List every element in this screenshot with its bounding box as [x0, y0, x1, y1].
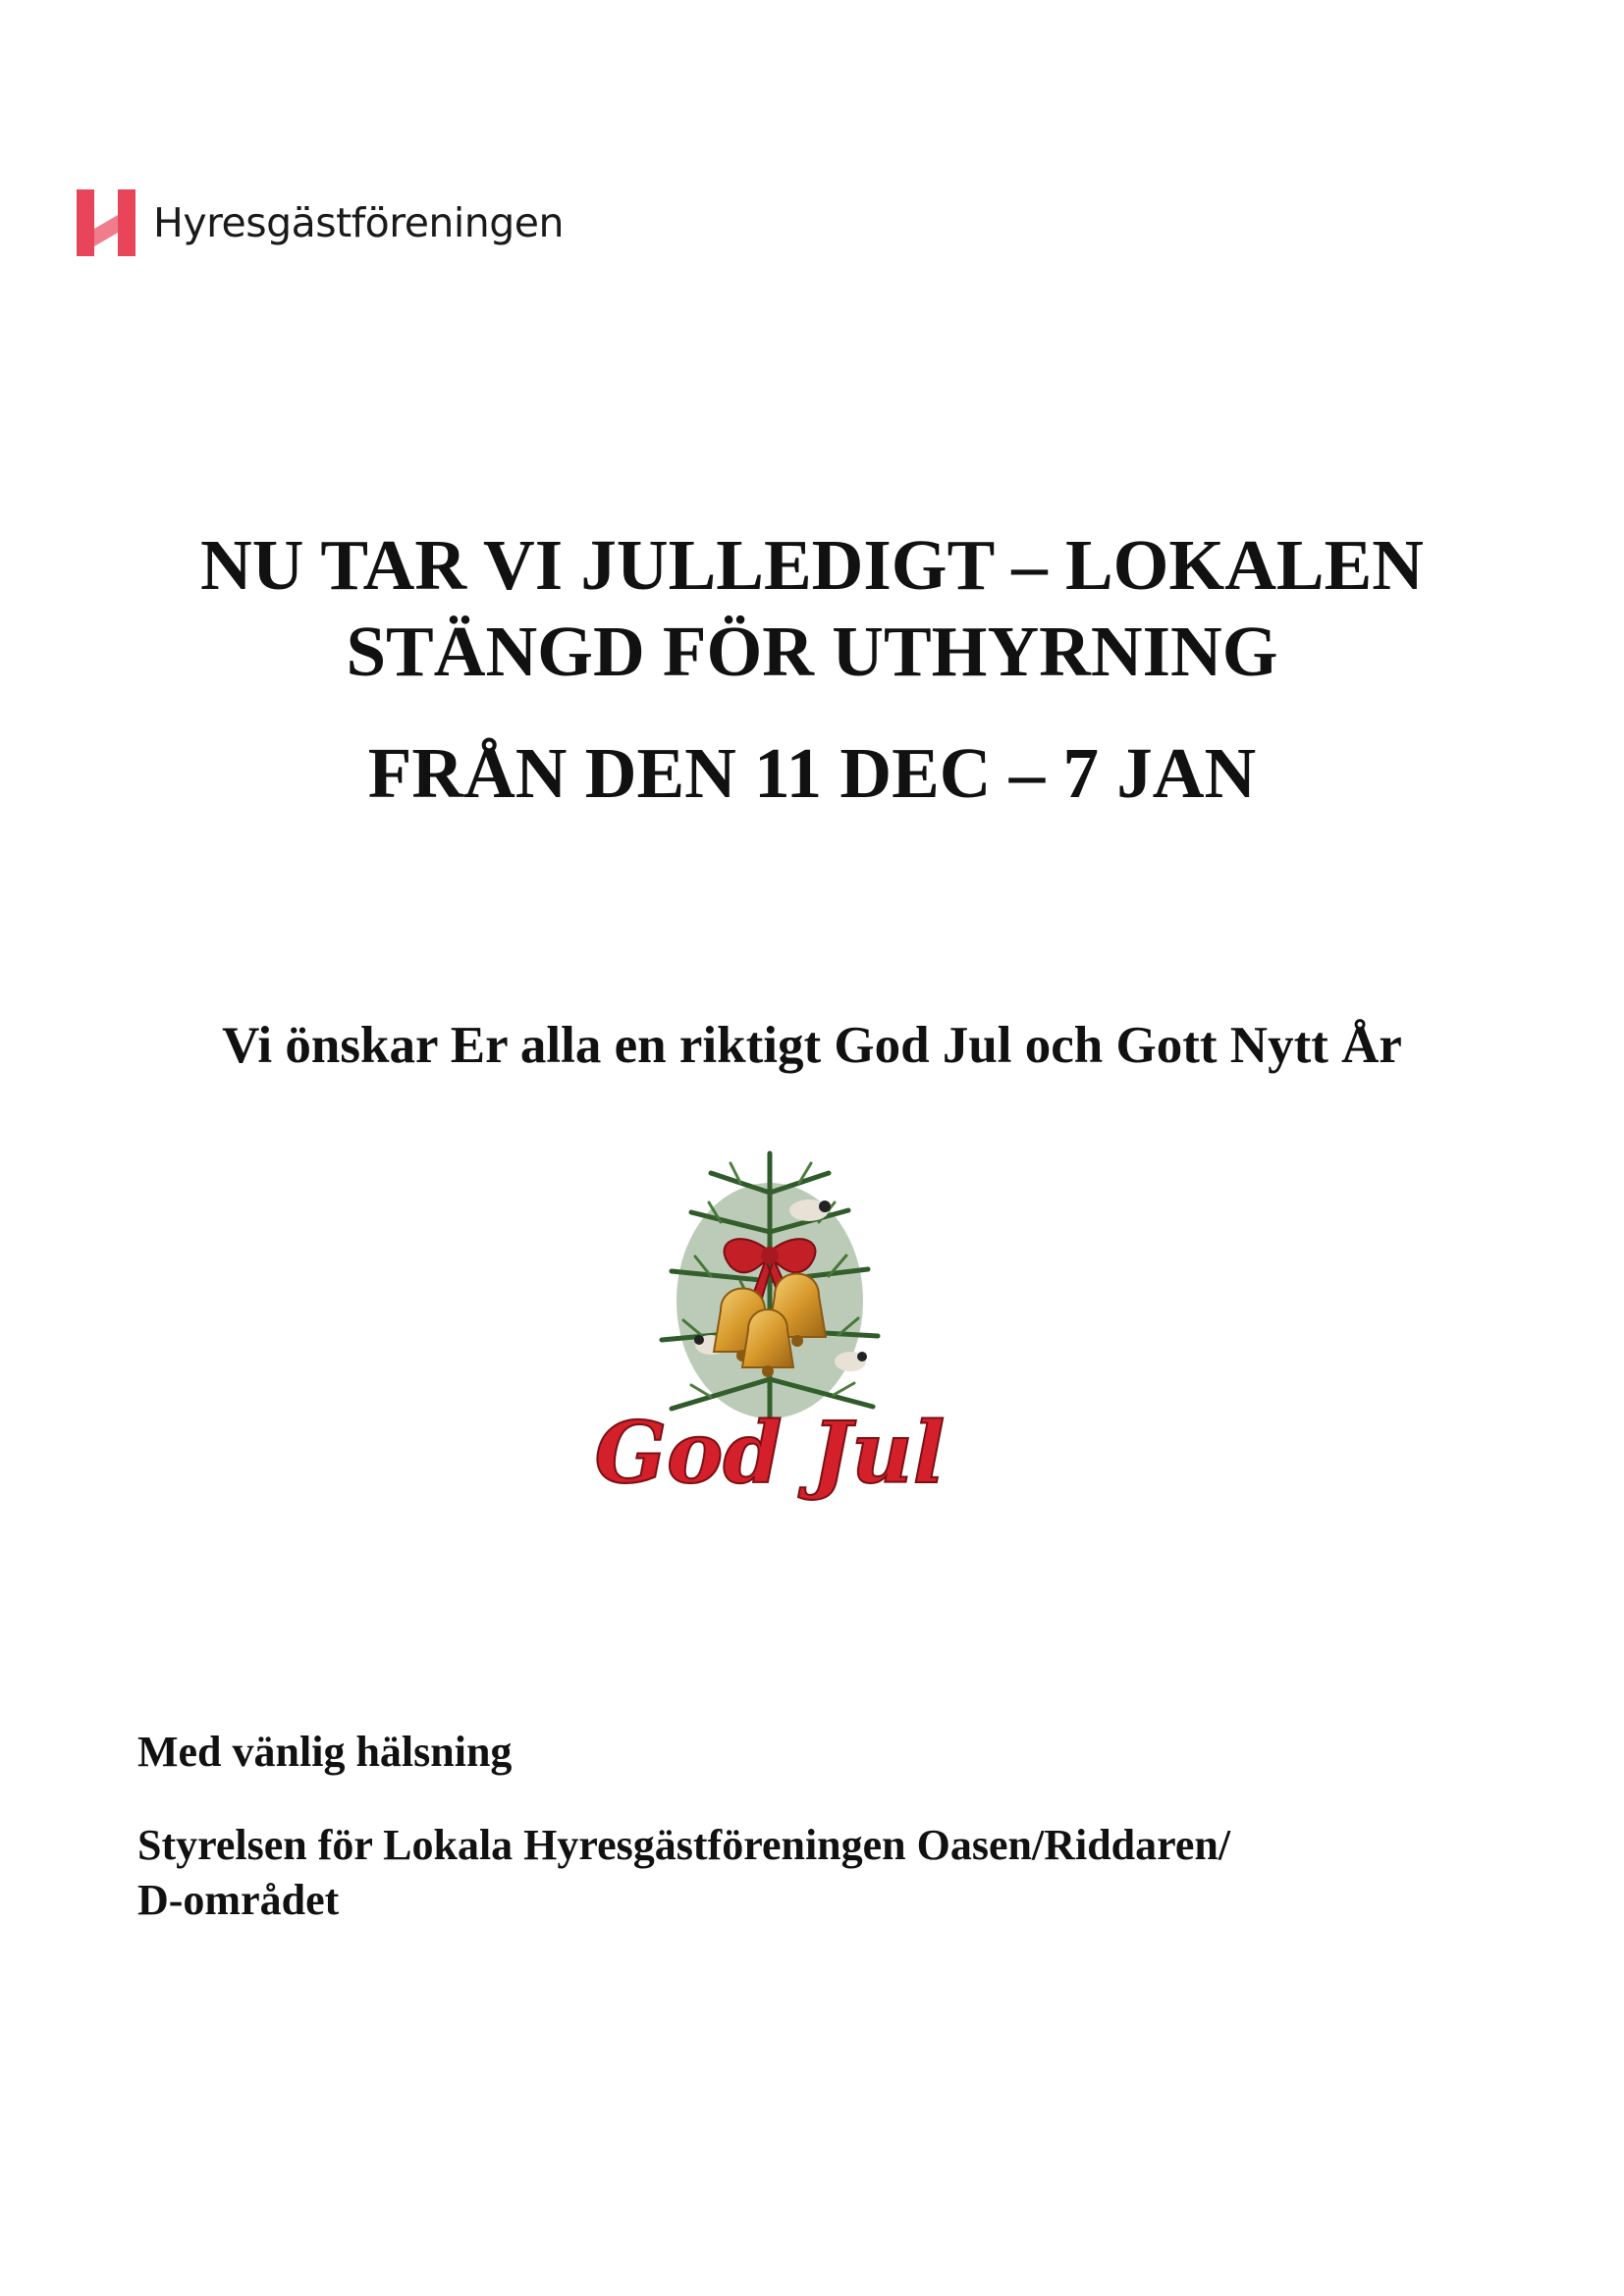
- closing-salutation: Med vänlig hälsning: [137, 1728, 513, 1776]
- notice-headline: [0, 522, 1624, 695]
- board-signature-line-2: D-området: [137, 1876, 340, 1924]
- christmas-bells-icon: [593, 1134, 947, 1546]
- brand-logo: [77, 189, 564, 256]
- logo-wordmark: Hyresgästföreningen: [153, 198, 565, 246]
- closure-dates: FRÅN DEN 11 DEC – 7 JAN: [367, 733, 1257, 813]
- headline-line-2: STÄNGD FÖR UTHYRNING: [346, 612, 1278, 691]
- board-signature: [137, 1818, 1414, 1928]
- god-jul-lettering: God Jul: [594, 1404, 946, 1503]
- hyresgastforeningen-logo-icon: [77, 189, 135, 256]
- headline-line-1: NU TAR VI JULLEDIGT – LOKALEN: [199, 525, 1425, 605]
- board-signature-line-1: Styrelsen för Lokala Hyresgästföreningen Oasen/Riddaren/: [137, 1821, 1231, 1869]
- holiday-greeting: Vi önskar Er alla en riktigt God Jul och Gott Nytt År: [222, 1017, 1402, 1074]
